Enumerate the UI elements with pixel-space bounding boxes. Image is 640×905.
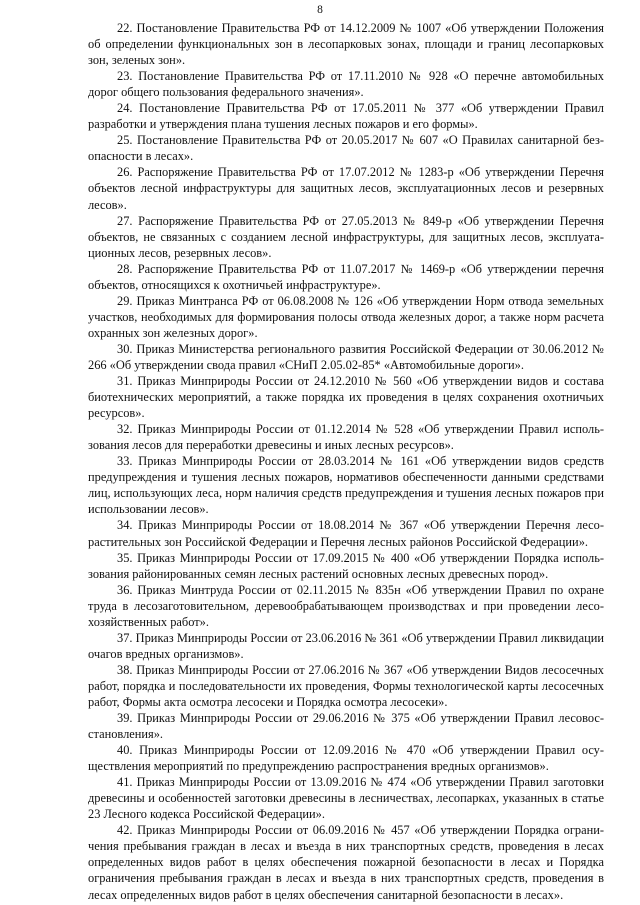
list-item: 23. Постановление Правительства РФ от 17.11.2010 № 928 «О перечне автомобильных дорог общего пользования федерального значения». <box>88 69 604 100</box>
list-item: 29. Приказ Минтранса РФ от 06.08.2008 № 126 «Об утверждении Норм отвода земельных участков, необходимых для формирования полосы отвода железных дорог, а также норм расчета охранных зон железных дорог». <box>88 293 604 340</box>
list-item: 37. Приказ Минприроды России от 23.06.2016 № 361 «Об утверждении Правил ликвидации очагов вредных организмов». <box>88 630 604 661</box>
list-item: 38. Приказ Минприроды России от 27.06.2016 № 367 «Об утверждении Видов лесосечных работ, порядка и последовательности их проведения, Формы технологической карты лесосечных работ, Формы акта осмотра лесосеки и Порядка осмотра лесосеки». <box>88 662 604 709</box>
list-item: 32. Приказ Минприроды России от 01.12.2014 № 528 «Об утверждении Правил использования лесов для переработки древесины и иных лесных ресурсов». <box>88 422 604 453</box>
page-number: 8 <box>317 4 323 16</box>
list-item: 40. Приказ Минприроды России от 12.09.2016 № 470 «Об утверждении Правил осуществления мероприятий по предупреждению распространения вредных организмов». <box>88 743 604 774</box>
list-item: 42. Приказ Минприроды России от 06.09.2016 № 457 «Об утверждении Порядка ограничения пребывания граждан в лесах и въезда в них транспортных средств, проведения в лесах определенных видов работ в целях обеспечения пожарной безопасности в лесах и Порядка ограничения пребывания граждан в лесах и въезда в них транспортных средств, проведения в лесах определенных видов работ в целях обеспечения санитарной безопасности в лесах». <box>88 823 604 902</box>
list-item: 33. Приказ Минприроды России от 28.03.2014 № 161 «Об утверждении видов средств предупреждения и тушения лесных пожаров, нормативов обеспеченности данными средствами лиц, использующих леса, норм наличия средств предупреждения и тушения лесных пожаров при использовании лесов». <box>88 454 604 517</box>
list-item: 41. Приказ Минприроды России от 13.09.2016 № 474 «Об утверждении Правил заготовки древесины и особенностей заготовки древесины в лесничествах, лесопарках, указанных в статье 23 Лесного кодекса Российской Федерации». <box>88 775 604 822</box>
list-item: 30. Приказ Министерства регионального развития Российской Федерации от 30.06.2012 № 266 «Об утверждении свода правил «СНиП 2.05.02-85* «Автомобильные дороги». <box>88 341 604 372</box>
list-item: 39. Приказ Минприроды России от 29.06.2016 № 375 «Об утверждении Правил лесовосстановления». <box>88 711 604 742</box>
list-item: 31. Приказ Минприроды России от 24.12.2010 № 560 «Об утверждении видов и состава биотехнических мероприятий, а также порядка их проведения в целях сохранения охотничьих ресурсов». <box>88 374 604 421</box>
list-item: 24. Постановление Правительства РФ от 17.05.2011 № 377 «Об утверждении Правил разработки и утверждения плана тушения лесных пожаров и его формы». <box>88 101 604 132</box>
list-item: 27. Распоряжение Правительства РФ от 27.05.2013 № 849-р «Об утверждении Перечня объектов, не связанных с созданием лесной инфраструктуры, для защитных лесов, эксплуатационных лесов, резервных лесов». <box>88 213 604 260</box>
regulations-list <box>88 20 604 903</box>
list-item: 26. Распоряжение Правительства РФ от 17.07.2012 № 1283-р «Об утверждении Перечня объектов лесной инфраструктуры для защитных лесов, эксплуатационных лесов и резервных лесов». <box>88 165 604 212</box>
list-item: 34. Приказ Минприроды России от 18.08.2014 № 367 «Об утверждении Перечня лесорастительных зон Российской Федерации и Перечня лесных районов Российской Федерации». <box>88 518 604 549</box>
list-item: 35. Приказ Минприроды России от 17.09.2015 № 400 «Об утверждении Порядка использования районированных семян лесных растений основных лесных древесных пород». <box>88 550 604 581</box>
list-item: 22. Постановление Правительства РФ от 14.12.2009 № 1007 «Об утверждении Положения об определении функциональных зон в лесопарковых зонах, площади и границ лесопарковых зон, зеленых зон». <box>88 21 604 68</box>
list-item: 28. Распоряжение Правительства РФ от 11.07.2017 № 1469-р «Об утверждении перечня объектов, относящихся к охотничьей инфраструктуре». <box>88 261 604 292</box>
list-item: 36. Приказ Минтруда России от 02.11.2015 № 835н «Об утверждении Правил по охране труда в лесозаготовительном, деревообрабатывающем производствах и при проведении лесохозяйственных работ». <box>88 582 604 629</box>
list-item: 25. Постановление Правительства РФ от 20.05.2017 № 607 «О Правилах санитарной безопасности в лесах». <box>88 133 604 164</box>
